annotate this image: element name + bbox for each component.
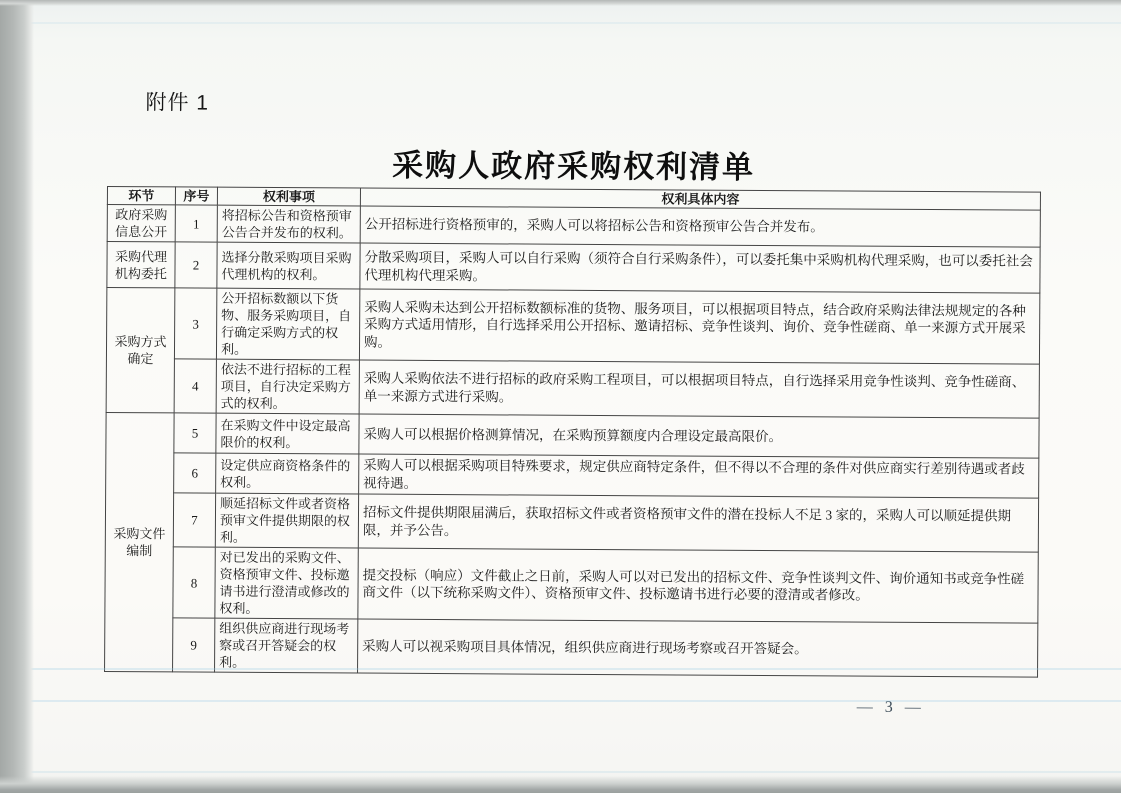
- header-stage: 环节: [107, 186, 175, 204]
- scanner-edge-left: [0, 0, 34, 793]
- table-row: [107, 204, 1040, 247]
- item-cell: 将招标公告和资格预审公告合并发布的权利。: [217, 205, 360, 243]
- table-row: [105, 492, 1038, 552]
- seq-cell: 7: [173, 493, 215, 547]
- scanner-edge-bottom: [0, 776, 1121, 793]
- seq-cell: 1: [175, 205, 217, 242]
- document-title: 采购人政府采购权利清单: [392, 147, 756, 185]
- content-cell: 分散采购项目，采购人可以自行采购（须符合自行采购条件），可以委托集中采购机构代理采购，也可以委托社会代理机构代理采购。: [360, 243, 1040, 293]
- seq-cell: 3: [174, 288, 216, 359]
- item-cell: 组织供应商进行现场考察或召开答疑会的权利。: [215, 618, 358, 673]
- seq-cell: 9: [173, 618, 215, 672]
- content-cell: 提交投标（响应）文件截止之日前，采购人可以对已发出的招标文件、竞争性谈判文件、询价通知书或竞争性磋商文件（以下统称采购文件）、资格预审文件、投标邀请书进行必要的澄清或者修改。: [358, 548, 1038, 623]
- seq-cell: 8: [173, 547, 215, 618]
- table-row: [105, 546, 1038, 623]
- header-seq: 序号: [175, 187, 217, 205]
- scan-artifact-line: [0, 700, 1121, 702]
- content-cell: 招标文件提供期限届满后，获取招标文件或者资格预审文件的潜在投标人不足 3 家的，采购人可以顺延提供期限，并予公告。: [358, 494, 1038, 552]
- seq-cell: 2: [175, 242, 217, 288]
- header-item: 权利事项: [217, 187, 360, 206]
- content-cell: 公开招标进行资格预审的，采购人可以将招标公告和资格预审公告合并发布。: [360, 206, 1040, 247]
- rights-table: [104, 186, 1041, 678]
- seq-cell: 6: [174, 453, 216, 493]
- attachment-label: 附件 1: [145, 91, 210, 115]
- seq-cell: 5: [174, 413, 216, 453]
- page-number: — 3 —: [856, 698, 925, 716]
- content-cell: 采购人可以视采购项目具体情况，组织供应商进行现场考察或召开答疑会。: [358, 619, 1038, 677]
- content-cell: 采购人可以根据价格测算情况，在采购预算额度内合理设定最高限价。: [359, 414, 1039, 458]
- item-cell: 依法不进行招标的工程项目，自行决定采购方式的权利。: [216, 359, 359, 414]
- header-content: 权利具体内容: [360, 188, 1040, 210]
- table-row: [106, 452, 1039, 498]
- stage-cell: 采购文件编制: [105, 412, 175, 671]
- stage-cell: 采购代理机构委托: [107, 241, 175, 287]
- scan-artifact-line: [0, 22, 1121, 24]
- scan-artifact-line: [0, 668, 1121, 670]
- table-row: [107, 241, 1040, 293]
- content-cell: 采购人采购依法不进行招标的政府采购工程项目，可以根据项目特点，自行选择采用竞争性谈判、竞争性磋商、单一来源方式进行采购。: [359, 360, 1039, 418]
- table-row: [106, 412, 1039, 458]
- scanner-edge-top: [0, 0, 1121, 6]
- stage-cell: 采购方式确定: [106, 287, 175, 412]
- item-cell: 公开招标数额以下货物、服务采购项目，自行确定采购方式的权利。: [216, 288, 359, 360]
- item-cell: 顺延招标文件或者资格预审文件提供期限的权利。: [215, 493, 358, 548]
- scan-artifact-line: [0, 771, 1121, 773]
- seq-cell: 4: [174, 359, 216, 413]
- item-cell: 对已发出的采购文件、资格预审文件、投标邀请书进行澄清或修改的权利。: [215, 547, 358, 619]
- content-cell: 采购人采购未达到公开招标数额标准的货物、服务项目，可以根据项目特点，结合政府采购法律法规规定的各种采购方式适用情形，自行选择采用公开招标、邀请招标、竞争性谈判、询价、竞争性磋商、单一来源方式开展采购。: [359, 289, 1039, 364]
- item-cell: 设定供应商资格条件的权利。: [216, 453, 359, 494]
- stage-cell: 政府采购信息公开: [107, 204, 175, 241]
- table-row: [106, 358, 1039, 418]
- item-cell: 在采购文件中设定最高限价的权利。: [216, 413, 359, 454]
- content-cell: 采购人可以根据采购项目特殊要求，规定供应商特定条件，但不得以不合理的条件对供应商实行差别待遇或者歧视待遇。: [359, 454, 1039, 498]
- item-cell: 选择分散采购项目采购代理机构的权利。: [217, 242, 360, 289]
- table-row: [106, 287, 1039, 364]
